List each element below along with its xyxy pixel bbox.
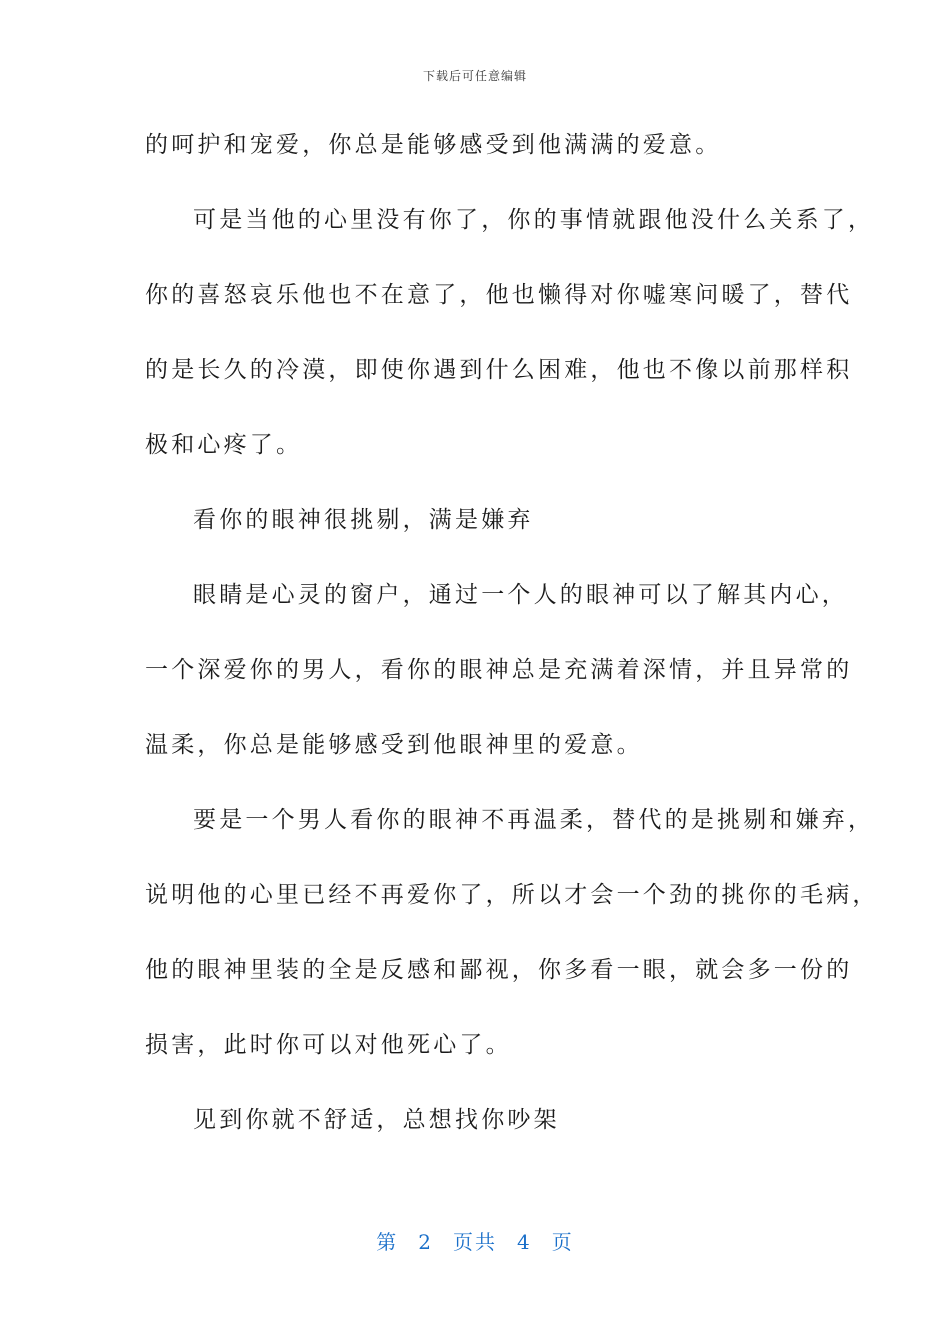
section-heading-2: 见到你就不舒适，总想找你吵架	[193, 1107, 560, 1133]
text-line-10: 要是一个男人看你的眼神不再温柔，替代的是挑剔和嫌弃，	[193, 807, 875, 833]
section-heading-1: 看你的眼神很挑剔，满是嫌弃	[193, 507, 534, 533]
text-line-8: 一个深爱你的男人，看你的眼神总是充满着深情，并且异常的	[145, 657, 853, 683]
page-suffix: 页	[551, 1230, 574, 1254]
text-line-9: 温柔，你总是能够感受到他眼神里的爱意。	[145, 732, 643, 758]
text-line-7: 眼睛是心灵的窗户，通过一个人的眼神可以了解其内心，	[193, 582, 848, 608]
page-footer	[0, 1226, 950, 1255]
text-line-13: 损害，此时你可以对他死心了。	[145, 1032, 512, 1058]
total-pages-number: 4	[517, 1230, 532, 1254]
text-line-4: 的是长久的冷漠，即使你遇到什么困难，他也不像以前那样积	[145, 357, 853, 383]
page-header: 下载后可任意编辑	[422, 69, 527, 83]
text-line-3: 你的喜怒哀乐他也不在意了，他也懒得对你嘘寒问暖了，替代	[145, 282, 853, 308]
text-line-12: 他的眼神里装的全是反感和鄙视，你多看一眼，就会多一份的	[145, 957, 853, 983]
current-page-number: 2	[418, 1230, 433, 1254]
document-body	[145, 120, 879, 1170]
text-line-1: 的呵护和宠爱，你总是能够感受到他满满的爱意。	[145, 132, 722, 158]
text-line-11: 说明他的心里已经不再爱你了，所以才会一个劲的挑你的毛病，	[145, 882, 879, 908]
text-line-5: 极和心疼了。	[145, 432, 303, 458]
page-middle: 页共	[453, 1230, 497, 1254]
page-prefix: 第	[376, 1230, 399, 1254]
text-line-2: 可是当他的心里没有你了，你的事情就跟他没什么关系了，	[193, 207, 875, 233]
